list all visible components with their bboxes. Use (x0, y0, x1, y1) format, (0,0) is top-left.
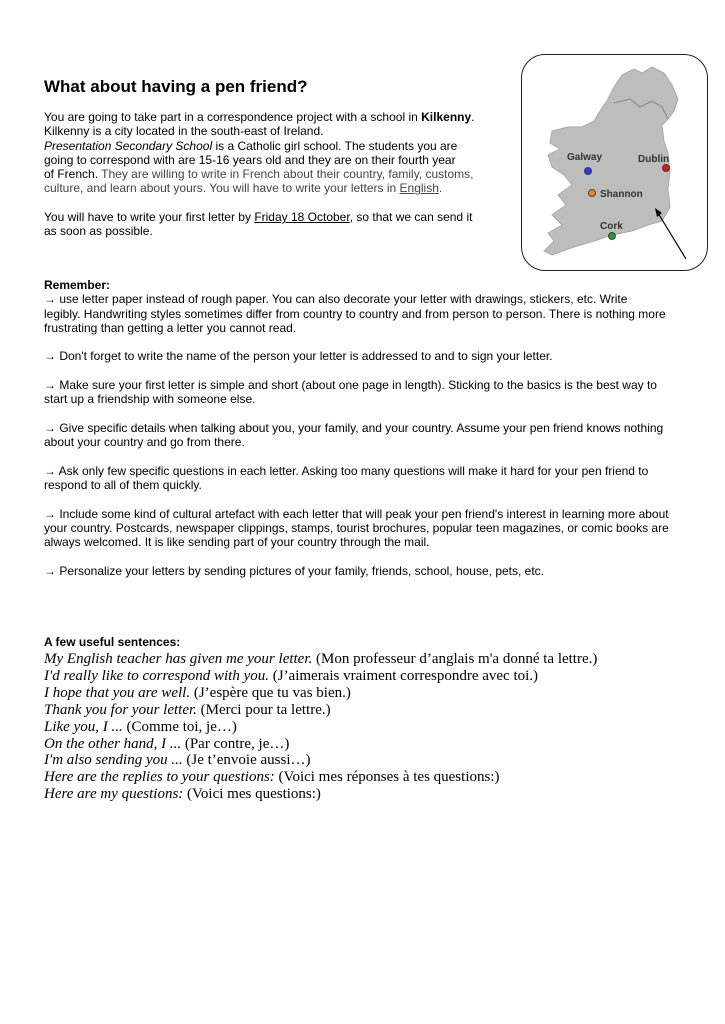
remember-heading: Remember: (44, 278, 111, 292)
school-name: Presentation Secondary School (44, 138, 213, 153)
remember-item-line: about your country and go from there. (44, 435, 245, 450)
sentence-english: I'm also sending you ... (44, 752, 183, 769)
sentence-french: (Voici mes questions:) (183, 786, 321, 803)
kilkenny-arrow (658, 213, 686, 259)
sentence-french: (Par contre, je…) (181, 735, 290, 752)
remember-item-line: → Make sure your first letter is simple and short (about one page in length). Sticking to the basics is the best way to (44, 378, 657, 393)
sentence-english: Like you, I ... (44, 718, 123, 735)
sentence-french: (Voici mes réponses à tes questions:) (274, 769, 500, 786)
spacer (44, 492, 669, 506)
galway-label: Galway (567, 152, 603, 163)
sentence-french: (Merci pour ta lettre.) (196, 701, 331, 718)
intro-text-segment: of French. (44, 167, 99, 182)
remember-item-line: → Don't forget to write the name of the person your letter is addressed to and to sign your letter. (44, 349, 553, 364)
page-title: What about having a pen friend? (44, 77, 308, 96)
sentence-item (44, 786, 597, 803)
sentence-item (44, 769, 597, 786)
remember-item-line: always welcomed. It is like sending part of your country through the mail. (44, 535, 430, 550)
galway-marker (585, 168, 592, 175)
ireland-map-drawing (522, 55, 707, 270)
remember-item-line: → Give specific details when talking about you, your family, and your country. Assume your pen friend knows nothing (44, 420, 664, 435)
sentence-item (44, 651, 597, 668)
remember-item-line: frustrating than getting a letter you cannot read. (44, 320, 297, 335)
intro-text-segment: , so that we can send it (349, 210, 473, 225)
sentence-english: I'd really like to correspond with you. (44, 667, 269, 684)
sentence-french: (Je t’envoie aussi…) (182, 752, 311, 769)
remember-item-line: → Include some kind of cultural artefact with each letter that will peak your pen friend's interest in learning more about (44, 506, 669, 521)
kilkenny-bold: Kilkenny (421, 110, 472, 124)
sentence-english: Thank you for your letter. (44, 701, 197, 718)
sentence-item (44, 702, 597, 719)
intro-line: going to correspond with are 15-16 years old and they are on their fourth year (44, 152, 456, 167)
remember-item-line: → use letter paper instead of rough paper. You can also decorate your letter with drawings, stickers, etc. Write (44, 292, 628, 307)
sentence-french: (Mon professeur d’anglais m'a donné ta lettre.) (312, 651, 598, 667)
shannon-label: Shannon (600, 189, 643, 200)
intro-text-segment: . (438, 181, 443, 196)
dublin-label: Dublin (638, 154, 670, 165)
intro-text-segment: culture, and learn about yours. You will have to write your letters in (44, 181, 400, 196)
cork-marker (609, 233, 616, 240)
intro-line: as soon as possible. (44, 224, 153, 239)
spacer (44, 335, 669, 349)
useful-sentences (44, 634, 597, 803)
sentence-english: On the other hand, I ... (44, 735, 182, 752)
remember-item-line: legibly. Handwriting styles sometimes differ from country to country and from person to person. There is nothing more (44, 306, 666, 321)
spacer (44, 364, 669, 378)
sentence-french: (J’aimerais vraiment correspondre avec toi.) (268, 667, 539, 684)
spacer (44, 550, 669, 564)
intro-text-segment: . (471, 110, 475, 124)
remember-item-line: → Ask only few specific questions in each letter. Asking too many questions will make it hard for your pen friend to (44, 463, 649, 478)
sentence-item (44, 719, 597, 736)
ireland-map (521, 54, 708, 271)
intro-text-segment: You will have to write your first letter by (44, 210, 255, 225)
shannon-marker (589, 190, 596, 197)
deadline-date: Friday 18 October (254, 210, 350, 225)
cork-label: Cork (600, 221, 623, 232)
intro-text-segment: They are willing to write in French about their country, family, customs, (98, 167, 474, 182)
remember-section (44, 278, 669, 578)
remember-item-line: → Personalize your letters by sending pictures of your family, friends, school, house, pets, etc. (44, 563, 545, 578)
sentence-item (44, 752, 597, 769)
sentences-heading: A few useful sentences: (44, 635, 181, 649)
sentence-french: (Comme toi, je…) (122, 718, 237, 735)
sentence-english: Here are my questions: (44, 786, 184, 803)
dublin-marker (663, 165, 670, 172)
intro-line: Kilkenny is a city located in the south-east of Ireland. (44, 124, 324, 139)
intro-text-segment: is a Catholic girl school. The students you are (212, 138, 458, 153)
spacer (44, 450, 669, 464)
remember-item-line: start up a friendship with someone else. (44, 392, 256, 407)
sentence-item (44, 668, 597, 685)
sentence-english: I hope that you are well. (44, 684, 191, 701)
remember-item-line: respond to all of them quickly. (44, 478, 202, 493)
intro-text-segment: You are going to take part in a correspondence project with a school in (44, 110, 422, 124)
intro-text (44, 110, 475, 239)
sentence-english: My English teacher has given me your letter. (44, 651, 313, 667)
sentence-item (44, 736, 597, 753)
sentence-french: (J’espère que tu vas bien.) (190, 684, 351, 701)
spacer (44, 407, 669, 421)
english-underlined: English (399, 181, 439, 196)
sentence-english: Here are the replies to your questions: (44, 769, 275, 786)
sentence-item (44, 685, 597, 702)
remember-item-line: your country. Postcards, newspaper clippings, stamps, tourist brochures, popular teen magazines, or comic books are (44, 521, 669, 536)
